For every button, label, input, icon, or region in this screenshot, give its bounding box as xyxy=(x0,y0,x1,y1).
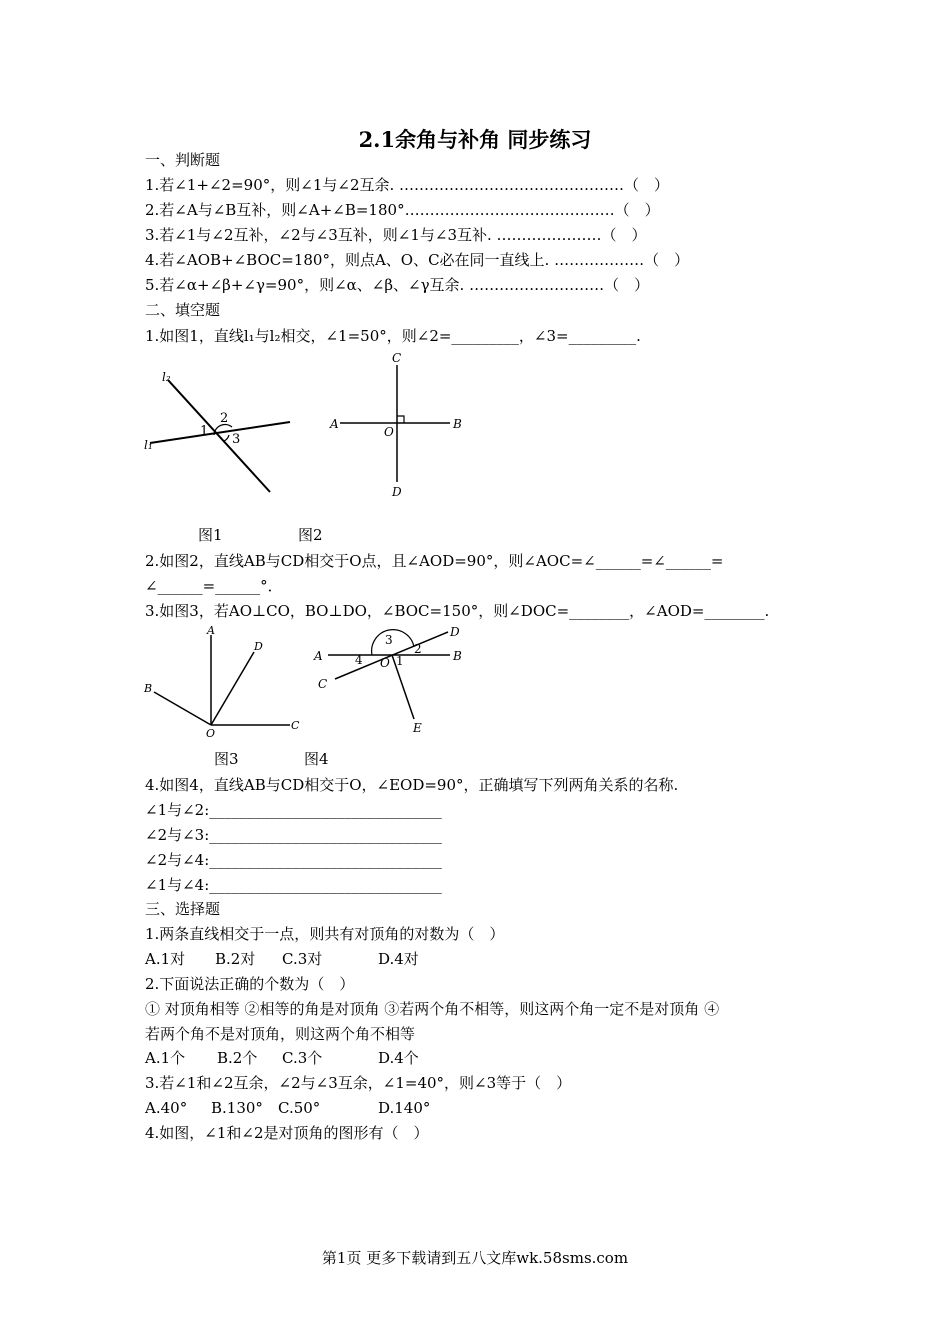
fill-q3: 3.如图3，若AO⊥CO，BO⊥DO，∠BOC=150°，则∠DOC=________，∠AOD=________. xyxy=(145,602,770,620)
choice-q3-option-b: B.130° xyxy=(211,1099,263,1117)
fig2-label-o: O xyxy=(384,425,394,439)
fig4-label-c: C xyxy=(318,677,328,691)
fig1-label-2: 2 xyxy=(220,411,229,426)
fig4-label-d: D xyxy=(450,625,460,639)
fill-q4-blank-2: ∠2与∠3:_______________________________ xyxy=(145,826,442,844)
fig2-label-d: D xyxy=(392,485,402,499)
fig1-label-l1: l₁ xyxy=(144,438,153,452)
choice-q3-option-c: C.50° xyxy=(278,1099,321,1117)
section3-heading: 三、选择题 xyxy=(145,900,221,918)
choice-q1: 1.两条直线相交于一点，则共有对顶角的对数为（ ） xyxy=(145,925,505,943)
page-title: 2.1余角与补角 同步练习 xyxy=(358,127,592,152)
fig3-label-a: A xyxy=(207,624,215,637)
fill-q2-line2: ∠______=______°． xyxy=(145,577,283,595)
fill-q4-blank-4: ∠1与∠4:_______________________________ xyxy=(145,876,442,894)
choice-q1-option-c: C.3对 xyxy=(282,950,323,968)
figure-4-caption: 图4 xyxy=(304,750,329,768)
fig3-label-b: B xyxy=(144,682,153,695)
choice-q2: 2.下面说法正确的个数为（ ） xyxy=(145,975,355,993)
judgment-item-3: 3.若∠1与∠2互补，∠2与∠3互补，则∠1与∠3互补. …………………（ ） xyxy=(145,226,647,244)
fill-q4-blank-3: ∠2与∠4:_______________________________ xyxy=(145,851,442,869)
fill-q4-blank-1: ∠1与∠2:_______________________________ xyxy=(145,801,442,819)
choice-q3-option-d: D.140° xyxy=(378,1099,431,1117)
fig2-label-b: B xyxy=(453,417,462,431)
fill-q1: 1.如图1，直线l₁与l₂相交，∠1=50°，则∠2=_________，∠3=_________. xyxy=(145,327,641,345)
fig3-label-o: O xyxy=(206,727,216,740)
choice-q3-option-a: A.40° xyxy=(145,1099,188,1117)
figure-2-perpendicular-lines xyxy=(325,350,470,500)
figure-4-angles xyxy=(310,622,470,742)
choice-q2-statements-line2: 若两个角不是对顶角，则这两个角不相等 xyxy=(145,1025,416,1043)
judgment-item-4: 4.若∠AOB+∠BOC=180°，则点A、O、C必在同一直线上. ………………（ ） xyxy=(145,251,690,269)
fig3-label-d: D xyxy=(254,640,263,653)
choice-q2-option-a: A.1个 xyxy=(145,1049,186,1067)
fill-q2-line1: 2.如图2，直线AB与CD相交于O点，且∠AOD=90°，则∠AOC=∠______=∠______= xyxy=(145,552,724,570)
choice-q2-statements-line1: ① 对顶角相等 ②相等的角是对顶角 ③若两个角不相等，则这两个角一定不是对顶角 ④ xyxy=(145,1000,720,1018)
choice-q4: 4.如图，∠1和∠2是对顶角的图形有（ ） xyxy=(145,1124,429,1142)
fig2-label-a: A xyxy=(330,417,339,431)
page-footer: 第1页 更多下载请到五八文库wk.58sms.com xyxy=(321,1249,629,1267)
fig4-label-2: 2 xyxy=(414,642,422,656)
fill-q4: 4.如图4，直线AB与CD相交于O，∠EOD=90°，正确填写下列两角关系的名称. xyxy=(145,776,679,794)
choice-q1-option-a: A.1对 xyxy=(145,950,186,968)
section2-heading: 二、填空题 xyxy=(145,301,221,319)
section1-heading: 一、判断题 xyxy=(145,151,221,169)
fig4-label-e: E xyxy=(413,721,422,735)
judgment-item-5: 5.若∠α+∠β+∠γ=90°，则∠α、∠β、∠γ互余. ………………………（ ） xyxy=(145,276,650,294)
fig2-label-c: C xyxy=(392,351,402,365)
figure-1-intersecting-lines xyxy=(140,365,300,500)
choice-q1-option-b: B.2对 xyxy=(215,950,256,968)
fig4-label-a: A xyxy=(314,649,323,663)
choice-q1-option-d: D.4对 xyxy=(378,950,419,968)
fig3-label-c: C xyxy=(291,719,300,732)
fig4-label-3: 3 xyxy=(385,633,393,647)
fig1-label-3: 3 xyxy=(232,432,241,447)
choice-q2-option-b: B.2个 xyxy=(217,1049,258,1067)
fig1-label-l2: l₂ xyxy=(162,370,171,384)
fig4-label-b: B xyxy=(453,649,462,663)
choice-q2-option-c: C.3个 xyxy=(282,1049,323,1067)
judgment-item-2: 2.若∠A与∠B互补，则∠A+∠B=180°……………………………………（ ） xyxy=(145,201,660,219)
choice-q2-option-d: D.4个 xyxy=(378,1049,419,1067)
choice-q3: 3.若∠1和∠2互余，∠2与∠3互余，∠1=40°，则∠3等于（ ） xyxy=(145,1074,572,1092)
figure-3-caption: 图3 xyxy=(214,750,239,768)
figure-1-caption: 图1 xyxy=(198,526,223,544)
fig1-label-1: 1 xyxy=(200,424,209,439)
fig4-label-4: 4 xyxy=(355,653,363,667)
fig4-label-o: O xyxy=(380,656,390,670)
figure-2-caption: 图2 xyxy=(298,526,323,544)
judgment-item-1: 1.若∠1+∠2=90°，则∠1与∠2互余. ………………………………………（ ） xyxy=(145,176,670,194)
figure-3-angles xyxy=(140,622,305,742)
fig4-label-1: 1 xyxy=(396,654,404,668)
